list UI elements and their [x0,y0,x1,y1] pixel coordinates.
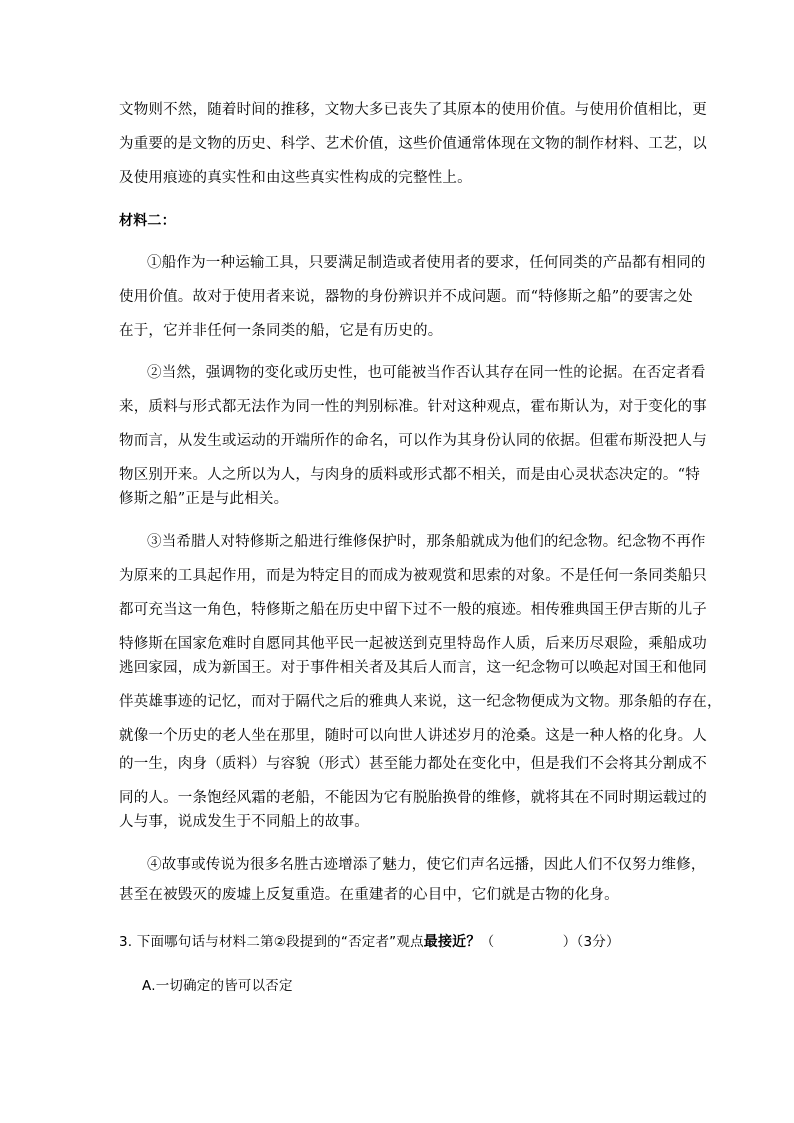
para2-line-2: 来，质料与形式都无法作为同一性的判别标准。针对这种观点，霍布斯认为，对于变化的事 [119,399,707,415]
intro-line-3: 及使用痕迹的真实性和由这些真实性构成的完整性上。 [119,170,472,186]
para1-line-2: 使用价值。故对于使用者来说，器物的身份辨识并不成问题。而“特修斯之船”的要害之处 [119,289,693,305]
para2-line-1: ②当然，强调物的变化或历史性，也可能被当作否认其存在同一性的论据。在否定者看 [147,365,706,381]
para3-line-4: 特修斯在国家危难时自愿同其他平民一起被送到克里特岛作人质，后来历尽艰险，乘船成功 [119,636,707,652]
question-text: 下面哪句话与材料二第②段提到的“否定者”观点 [136,934,424,950]
intro-line-1: 文物则不然，随着时间的推移，文物大多已丧失了其原本的使用价值。与使用价值相比，更 [119,102,707,118]
para3-line-7: 就像一个历史的老人坐在那里，随时可以向世人讲述岁月的沧桑。这是一种人格的化身。人 [119,728,707,744]
para2-line-3: 物而言，从发生或运动的开端所作的命名，可以作为其身份认同的依据。但霍布斯没把人与 [119,433,707,449]
answer-blank[interactable]: （ ） [480,934,577,950]
question-emphasis: 最接近？ [423,934,481,950]
para2-line-4: 物区别开来。人之所以为人，与肉身的质料或形式都不相关，而是由心灵状态决定的。“特 [119,467,700,483]
para2-line-5: 修斯之船”正是与此相关。 [119,491,289,507]
para1-line-1: ①船作为一种运输工具，只要满足制造或者使用者的要求，任何同类的产品都有相同的 [147,255,706,271]
question-number: 3. [119,934,133,950]
para4-line-1: ④故事或传说为很多名胜古迹增添了魅力，使它们声名远播，因此人们不仅努力维修， [147,857,706,873]
para4-line-2: 甚至在被毁灭的废墟上反复重造。在重建者的心目中，它们就是古物的化身。 [119,887,619,903]
intro-line-2: 为重要的是文物的历史、科学、艺术价值，这些价值通常体现在文物的制作材料、工艺，以 [119,136,707,152]
para3-line-10: 人与事，说成发生于不同船上的故事。 [119,814,369,830]
para1-line-3: 在于，它并非任何一条同类的船，它是有历史的。 [119,323,443,339]
para3-line-9: 同的人。一条饱经风霜的老船，不能因为它有脱胎换骨的维修，就将其在不同时期运载过的 [119,790,707,806]
para3-line-8: 的一生，肉身（质料）与容貌（形式）甚至能力都处在变化中，但是我们不会将其分割成不 [119,756,707,772]
option-a[interactable]: A.一切确定的皆可以否定 [142,978,293,994]
para3-line-1: ③当希腊人对特修斯之船进行维修保护时，那条船就成为他们的纪念物。纪念物不再作 [147,534,706,550]
para3-line-3: 都可充当这一角色，特修斯之船在历史中留下过不一般的痕迹。相传雅典国王伊吉斯的儿子 [119,602,707,618]
para3-line-5: 逃回家园，成为新国王。对于事件相关者及其后人而言，这一纪念物可以唤起对国王和他同 [119,660,707,676]
para3-line-2: 为原来的工具起作用，而是为特定目的而成为被观赏和思索的对象。不是任何一条同类船只 [119,568,707,584]
question-3 [119,932,620,952]
section-heading: 材料二： [119,213,176,229]
para3-line-6: 伴英雄事迹的记忆，而对于隔代之后的雅典人来说，这一纪念物便成为文物。那条船的存在， [119,694,722,710]
question-score: （3分） [576,934,620,950]
